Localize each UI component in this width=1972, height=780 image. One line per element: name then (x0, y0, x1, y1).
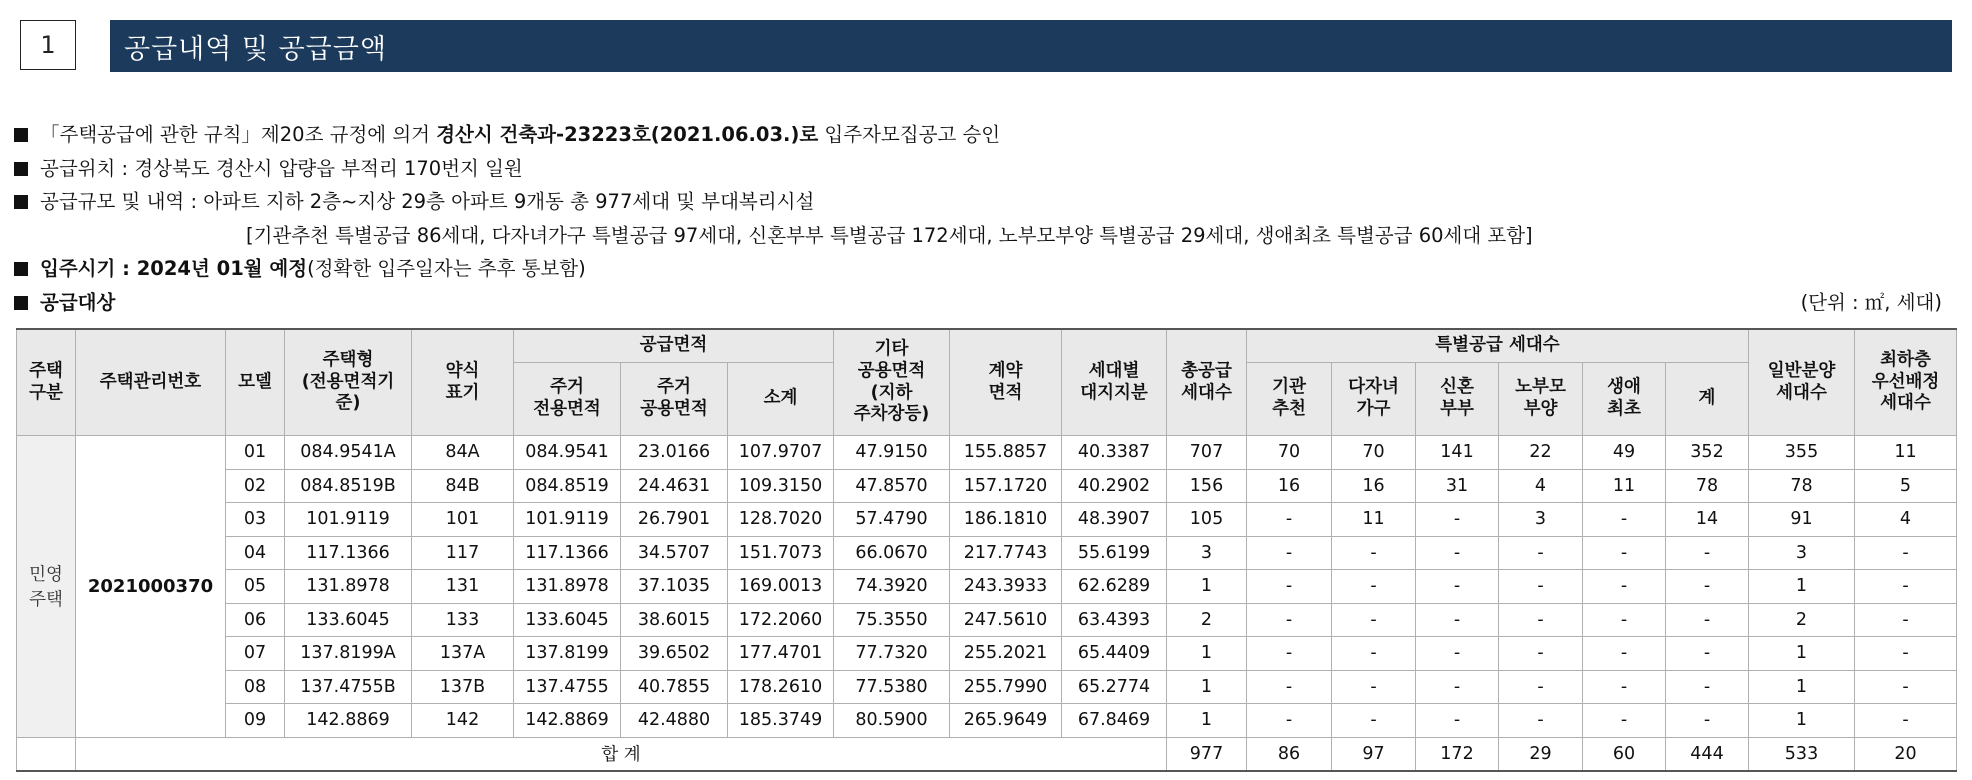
table-cell: 1 (1749, 670, 1855, 704)
table-cell: 133.6045 (285, 603, 412, 637)
table-cell: - (1332, 570, 1416, 604)
table-cell: 142.8869 (514, 704, 621, 738)
table-cell: 128.7020 (728, 503, 834, 537)
table-cell: 08 (226, 670, 285, 704)
table-cell: 37.1035 (621, 570, 728, 604)
col-sp-institution: 기관 추천 (1247, 363, 1332, 436)
table-cell: 117 (412, 536, 514, 570)
table-cell: 65.2774 (1062, 670, 1167, 704)
table-cell: 255.2021 (950, 637, 1062, 671)
table-cell: 1 (1749, 704, 1855, 738)
table-cell: - (1332, 704, 1416, 738)
bullet-square-icon (14, 162, 28, 176)
table-cell: - (1332, 603, 1416, 637)
unit-label: (단위 : ㎡, 세대) (1800, 291, 1942, 314)
table-cell: 137A (412, 637, 514, 671)
col-abbr: 약식 표기 (412, 329, 514, 436)
table-cell: 172.2060 (728, 603, 834, 637)
col-sp-elderly: 노부모 부양 (1499, 363, 1583, 436)
table-header-row (17, 329, 1957, 363)
table-cell: - (1499, 637, 1583, 671)
table-cell: 07 (226, 637, 285, 671)
table-cell: 38.6015 (621, 603, 728, 637)
table-cell: 247.5610 (950, 603, 1062, 637)
table-cell: 157.1720 (950, 469, 1062, 503)
col-contract-area: 계약 면적 (950, 329, 1062, 436)
table-cell: - (1855, 637, 1957, 671)
table-cell: 177.4701 (728, 637, 834, 671)
notice-bullets (14, 118, 1964, 319)
table-cell: 142.8869 (285, 704, 412, 738)
table-row (17, 503, 1957, 537)
table-cell: 265.9649 (950, 704, 1062, 738)
col-supply-area: 공급면적 (514, 329, 834, 363)
table-cell: - (1666, 704, 1749, 738)
table-cell: 40.2902 (1062, 469, 1167, 503)
table-cell: 084.9541A (285, 436, 412, 470)
col-general: 일반분양 세대수 (1749, 329, 1855, 436)
table-cell: 78 (1666, 469, 1749, 503)
total-cell: 533 (1749, 737, 1855, 771)
table-cell: 131.8978 (285, 570, 412, 604)
col-sp-firsttime: 생애 최초 (1583, 363, 1666, 436)
table-cell: 178.2610 (728, 670, 834, 704)
table-cell: 3 (1499, 503, 1583, 537)
table-cell: 2 (1749, 603, 1855, 637)
table-cell: 137.8199 (514, 637, 621, 671)
table-cell: 67.8469 (1062, 704, 1167, 738)
table-cell: - (1332, 670, 1416, 704)
table-cell: 5 (1855, 469, 1957, 503)
table-cell: 243.3933 (950, 570, 1062, 604)
table-cell: 217.7743 (950, 536, 1062, 570)
table-cell: - (1416, 570, 1499, 604)
table-cell: - (1583, 536, 1666, 570)
approval-number: 경산시 건축과-23223호(2021.06.03.)로 (436, 123, 819, 146)
approval-suffix: 입주자모집공고 승인 (818, 123, 1001, 146)
total-label: 합 계 (76, 737, 1167, 771)
col-sp-multichild: 다자녀 가구 (1332, 363, 1416, 436)
table-cell: 117.1366 (514, 536, 621, 570)
table-cell: 03 (226, 503, 285, 537)
bullet-square-icon (14, 195, 28, 209)
table-cell: 16 (1247, 469, 1332, 503)
table-cell: 142 (412, 704, 514, 738)
table-cell: - (1666, 570, 1749, 604)
bullet-approval (14, 118, 1964, 152)
supply-table (16, 328, 1957, 772)
table-cell: 47.9150 (834, 436, 950, 470)
table-cell: - (1855, 603, 1957, 637)
table-cell: 70 (1247, 436, 1332, 470)
table-cell: - (1499, 704, 1583, 738)
table-cell: - (1855, 536, 1957, 570)
table-cell: - (1583, 570, 1666, 604)
table-cell: 40.3387 (1062, 436, 1167, 470)
col-land-share: 세대별 대지지분 (1062, 329, 1167, 436)
mgmt-no-cell: 2021000370 (76, 436, 226, 738)
table-cell: 352 (1666, 436, 1749, 470)
table-cell: 63.4393 (1062, 603, 1167, 637)
table-cell: 137.8199A (285, 637, 412, 671)
table-cell: 47.8570 (834, 469, 950, 503)
col-mgmt-no: 주택관리번호 (76, 329, 226, 436)
table-cell: 06 (226, 603, 285, 637)
total-cell: 29 (1499, 737, 1583, 771)
col-total-units: 총공급 세대수 (1167, 329, 1247, 436)
total-cell: 97 (1332, 737, 1416, 771)
table-cell: 34.5707 (621, 536, 728, 570)
col-sp-sum: 계 (1666, 363, 1749, 436)
table-cell: 91 (1749, 503, 1855, 537)
table-cell: 186.1810 (950, 503, 1062, 537)
bullet-square-icon (14, 128, 28, 142)
table-cell: 84A (412, 436, 514, 470)
table-cell: - (1416, 704, 1499, 738)
table-cell: 66.0670 (834, 536, 950, 570)
table-row (17, 469, 1957, 503)
table-cell: - (1855, 704, 1957, 738)
table-cell: 24.4631 (621, 469, 728, 503)
table-cell: 11 (1855, 436, 1957, 470)
table-cell: - (1247, 704, 1332, 738)
table-cell: - (1247, 637, 1332, 671)
table-cell: 133 (412, 603, 514, 637)
table-cell: 1 (1167, 570, 1247, 604)
table-cell: 01 (226, 436, 285, 470)
table-cell: 74.3920 (834, 570, 950, 604)
table-cell: 40.7855 (621, 670, 728, 704)
table-cell: 156 (1167, 469, 1247, 503)
table-cell: 11 (1583, 469, 1666, 503)
table-cell: - (1416, 503, 1499, 537)
table-cell: 137.4755 (514, 670, 621, 704)
table-cell: 75.3550 (834, 603, 950, 637)
table-cell: 48.3907 (1062, 503, 1167, 537)
table-cell: 101 (412, 503, 514, 537)
total-cell: 86 (1247, 737, 1332, 771)
table-cell: 31 (1416, 469, 1499, 503)
scale-detail-text: [기관추천 특별공급 86세대, 다자녀가구 특별공급 97세대, 신혼부부 특별공급 172세대, 노부모부양 특별공급 29세대, 생애최초 특별공급 60세대 포함] (246, 223, 1533, 247)
table-row (17, 436, 1957, 470)
bullet-location (14, 152, 1964, 186)
table-row (17, 670, 1957, 704)
table-cell: - (1332, 637, 1416, 671)
table-cell: 80.5900 (834, 704, 950, 738)
table-cell: - (1666, 603, 1749, 637)
table-cell: - (1499, 670, 1583, 704)
table-cell: 09 (226, 704, 285, 738)
table-cell: - (1855, 570, 1957, 604)
table-cell: 137.4755B (285, 670, 412, 704)
table-row (17, 536, 1957, 570)
table-cell: 57.4790 (834, 503, 950, 537)
table-cell: 107.9707 (728, 436, 834, 470)
table-cell: - (1499, 603, 1583, 637)
table-cell: 3 (1167, 536, 1247, 570)
table-cell: - (1499, 536, 1583, 570)
bullet-scale (14, 185, 1964, 219)
table-cell: 55.6199 (1062, 536, 1167, 570)
table-cell: - (1247, 670, 1332, 704)
col-lowest-floor: 최하층 우선배정 세대수 (1855, 329, 1957, 436)
table-cell: - (1855, 670, 1957, 704)
table-cell: - (1416, 603, 1499, 637)
table-cell: - (1666, 670, 1749, 704)
table-cell: - (1583, 603, 1666, 637)
table-cell: 1 (1167, 670, 1247, 704)
target-heading: 공급대상 (40, 290, 116, 314)
table-cell: 14 (1666, 503, 1749, 537)
table-cell: 117.1366 (285, 536, 412, 570)
table-cell: 255.7990 (950, 670, 1062, 704)
table-cell: - (1247, 536, 1332, 570)
table-cell: 101.9119 (285, 503, 412, 537)
table-cell: 1 (1167, 637, 1247, 671)
total-row (17, 737, 1957, 771)
table-cell: 49 (1583, 436, 1666, 470)
table-cell: 1 (1167, 704, 1247, 738)
movein-text: 입주시기 : 2024년 01월 예정 (40, 257, 308, 280)
col-other-common: 기타 공용면적 (지하 주차장등) (834, 329, 950, 436)
total-blank-cell (17, 737, 76, 771)
table-cell: 11 (1332, 503, 1416, 537)
scale-text: 공급규모 및 내역 : 아파트 지하 2층~지상 29층 아파트 9개동 총 977세대 및 부대복리시설 (40, 190, 815, 213)
table-cell: - (1416, 637, 1499, 671)
col-house-type: 주택형 (전용면적기 준) (285, 329, 412, 436)
table-cell: - (1583, 503, 1666, 537)
table-cell: - (1499, 570, 1583, 604)
table-cell: - (1416, 536, 1499, 570)
table-cell: 101.9119 (514, 503, 621, 537)
total-cell: 977 (1167, 737, 1247, 771)
table-cell: 65.4409 (1062, 637, 1167, 671)
table-cell: 355 (1749, 436, 1855, 470)
bullet-scale-detail (14, 219, 1964, 253)
table-cell: 084.9541 (514, 436, 621, 470)
table-cell: 42.4880 (621, 704, 728, 738)
table-cell: - (1332, 536, 1416, 570)
table-cell: 105 (1167, 503, 1247, 537)
table-row (17, 603, 1957, 637)
bullet-square-icon (14, 296, 28, 310)
table-cell: 141 (1416, 436, 1499, 470)
table-cell: - (1247, 570, 1332, 604)
table-cell: 77.7320 (834, 637, 950, 671)
table-cell: 084.8519 (514, 469, 621, 503)
table-cell: 22 (1499, 436, 1583, 470)
table-cell: 70 (1332, 436, 1416, 470)
table-cell: 151.7073 (728, 536, 834, 570)
housing-group-cell: 민영 주택 (17, 436, 76, 738)
table-cell: 137B (412, 670, 514, 704)
table-row (17, 637, 1957, 671)
bullet-square-icon (14, 262, 28, 276)
col-sp-newlywed: 신혼 부부 (1416, 363, 1499, 436)
table-cell: 133.6045 (514, 603, 621, 637)
table-cell: 169.0013 (728, 570, 834, 604)
location-text: 공급위치 : 경상북도 경산시 압량읍 부적리 170번지 일원 (40, 156, 523, 180)
table-cell: 109.3150 (728, 469, 834, 503)
table-cell: 1 (1749, 570, 1855, 604)
col-subtotal: 소계 (728, 363, 834, 436)
table-cell: 05 (226, 570, 285, 604)
col-special-supply: 특별공급 세대수 (1247, 329, 1749, 363)
approval-text: 「주택공급에 관한 규칙」제20조 규정에 의거 (40, 123, 437, 146)
table-cell: 131.8978 (514, 570, 621, 604)
table-cell: 2 (1167, 603, 1247, 637)
section-number: 1 (20, 20, 76, 70)
table-cell: - (1416, 670, 1499, 704)
table-cell: 39.6502 (621, 637, 728, 671)
table-cell: 1 (1749, 637, 1855, 671)
total-cell: 172 (1416, 737, 1499, 771)
col-model: 모델 (226, 329, 285, 436)
table-cell: 185.3749 (728, 704, 834, 738)
movein-note: (정확한 입주일자는 추후 통보함) (307, 257, 586, 280)
table-cell: - (1247, 603, 1332, 637)
total-cell: 20 (1855, 737, 1957, 771)
table-cell: 26.7901 (621, 503, 728, 537)
table-cell: 4 (1499, 469, 1583, 503)
table-cell: 4 (1855, 503, 1957, 537)
col-housing-type: 주택 구분 (17, 329, 76, 436)
table-cell: 707 (1167, 436, 1247, 470)
col-common-area: 주거 공용면적 (621, 363, 728, 436)
table-cell: - (1666, 536, 1749, 570)
table-cell: - (1583, 670, 1666, 704)
table-cell: 131 (412, 570, 514, 604)
table-cell: - (1666, 637, 1749, 671)
table-cell: 155.8857 (950, 436, 1062, 470)
table-cell: 78 (1749, 469, 1855, 503)
table-cell: - (1583, 637, 1666, 671)
table-cell: 02 (226, 469, 285, 503)
table-cell: 3 (1749, 536, 1855, 570)
table-cell: 04 (226, 536, 285, 570)
table-cell: 084.8519B (285, 469, 412, 503)
section-title: 공급내역 및 공급금액 (110, 20, 1952, 72)
bullet-movein (14, 252, 1964, 286)
table-cell: 16 (1332, 469, 1416, 503)
total-cell: 444 (1666, 737, 1749, 771)
table-cell: - (1583, 704, 1666, 738)
table-cell: - (1247, 503, 1332, 537)
table-cell: 84B (412, 469, 514, 503)
table-row (17, 704, 1957, 738)
total-cell: 60 (1583, 737, 1666, 771)
bullet-target (14, 286, 1964, 320)
table-row (17, 570, 1957, 604)
col-excl-area: 주거 전용면적 (514, 363, 621, 436)
table-cell: 23.0166 (621, 436, 728, 470)
table-cell: 77.5380 (834, 670, 950, 704)
table-cell: 62.6289 (1062, 570, 1167, 604)
